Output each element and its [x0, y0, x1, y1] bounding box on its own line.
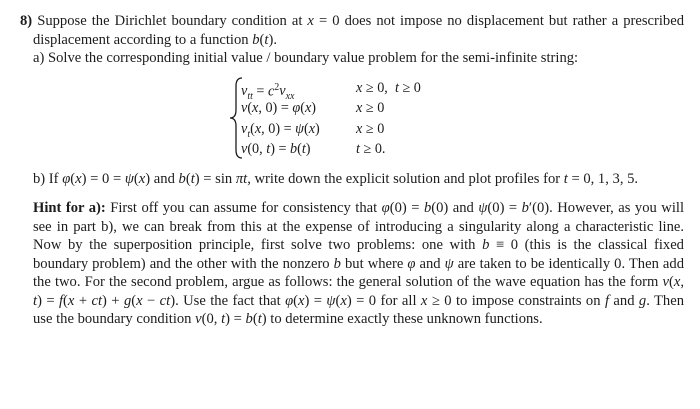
condition-1: x ≥ 0, t ≥ 0	[356, 79, 421, 96]
problem-intro: 8) Suppose the Dirichlet boundary condition at x = 0 does not impose no displacement but rather a prescribed displacement according to a function b(t).	[20, 13, 684, 48]
equation-column	[241, 78, 320, 160]
equation-boundary: v(0, t) = b(t)	[241, 141, 311, 157]
condition-2: x ≥ 0	[356, 100, 385, 116]
condition-4: t ≥ 0.	[356, 141, 386, 157]
equation-initial-displacement: v(x, 0) = φ(x)	[241, 100, 317, 116]
condition-column	[356, 78, 421, 160]
equation-initial-velocity: $v_t(x$, 0) = ψ(x)	[241, 120, 320, 140]
hint-label: Hint for a):	[33, 200, 106, 216]
hint-paragraph: Hint for a): First off you can assume for consistency that φ(0) = b(0) and ψ(0) = b′(0). However, as you will see in part b), we can break from this at the expense of introducing a singularity along a characteristic line. Now by the superposition principle, first solve two problems: one with b ≡ 0 (this is the classical fixed boundary problem) and the other with the nonzero b but where φ and ψ are taken to be identically 0. Then add the two. For the second problem, argue as follows: the general solution of the wave equation has the form v(x, t) = f(x + ct) + g(x − ct). Use the fact that φ(x) = ψ(x) = 0 for all x ≥ 0 to impose constraints on f and g. Then use the boundary condition v(0, t) = b(t) to determine exactly these unknown functions.	[33, 200, 685, 327]
pde-system	[228, 78, 684, 160]
equation-wave: $v_{tt} = c^2v_{xx}$	[241, 81, 295, 103]
condition-3: x ≥ 0	[356, 120, 385, 137]
problem-number: 8)	[20, 13, 33, 29]
part-b-text: b) If φ(x) = 0 = ψ(x) and b(t) = sin πt, write down the explicit solution and plot profiles for t = 0, 1, 3, 5.	[33, 170, 639, 187]
part-a-text: a) Solve the corresponding initial value / boundary value problem for the semi-infinite string:	[33, 50, 579, 66]
